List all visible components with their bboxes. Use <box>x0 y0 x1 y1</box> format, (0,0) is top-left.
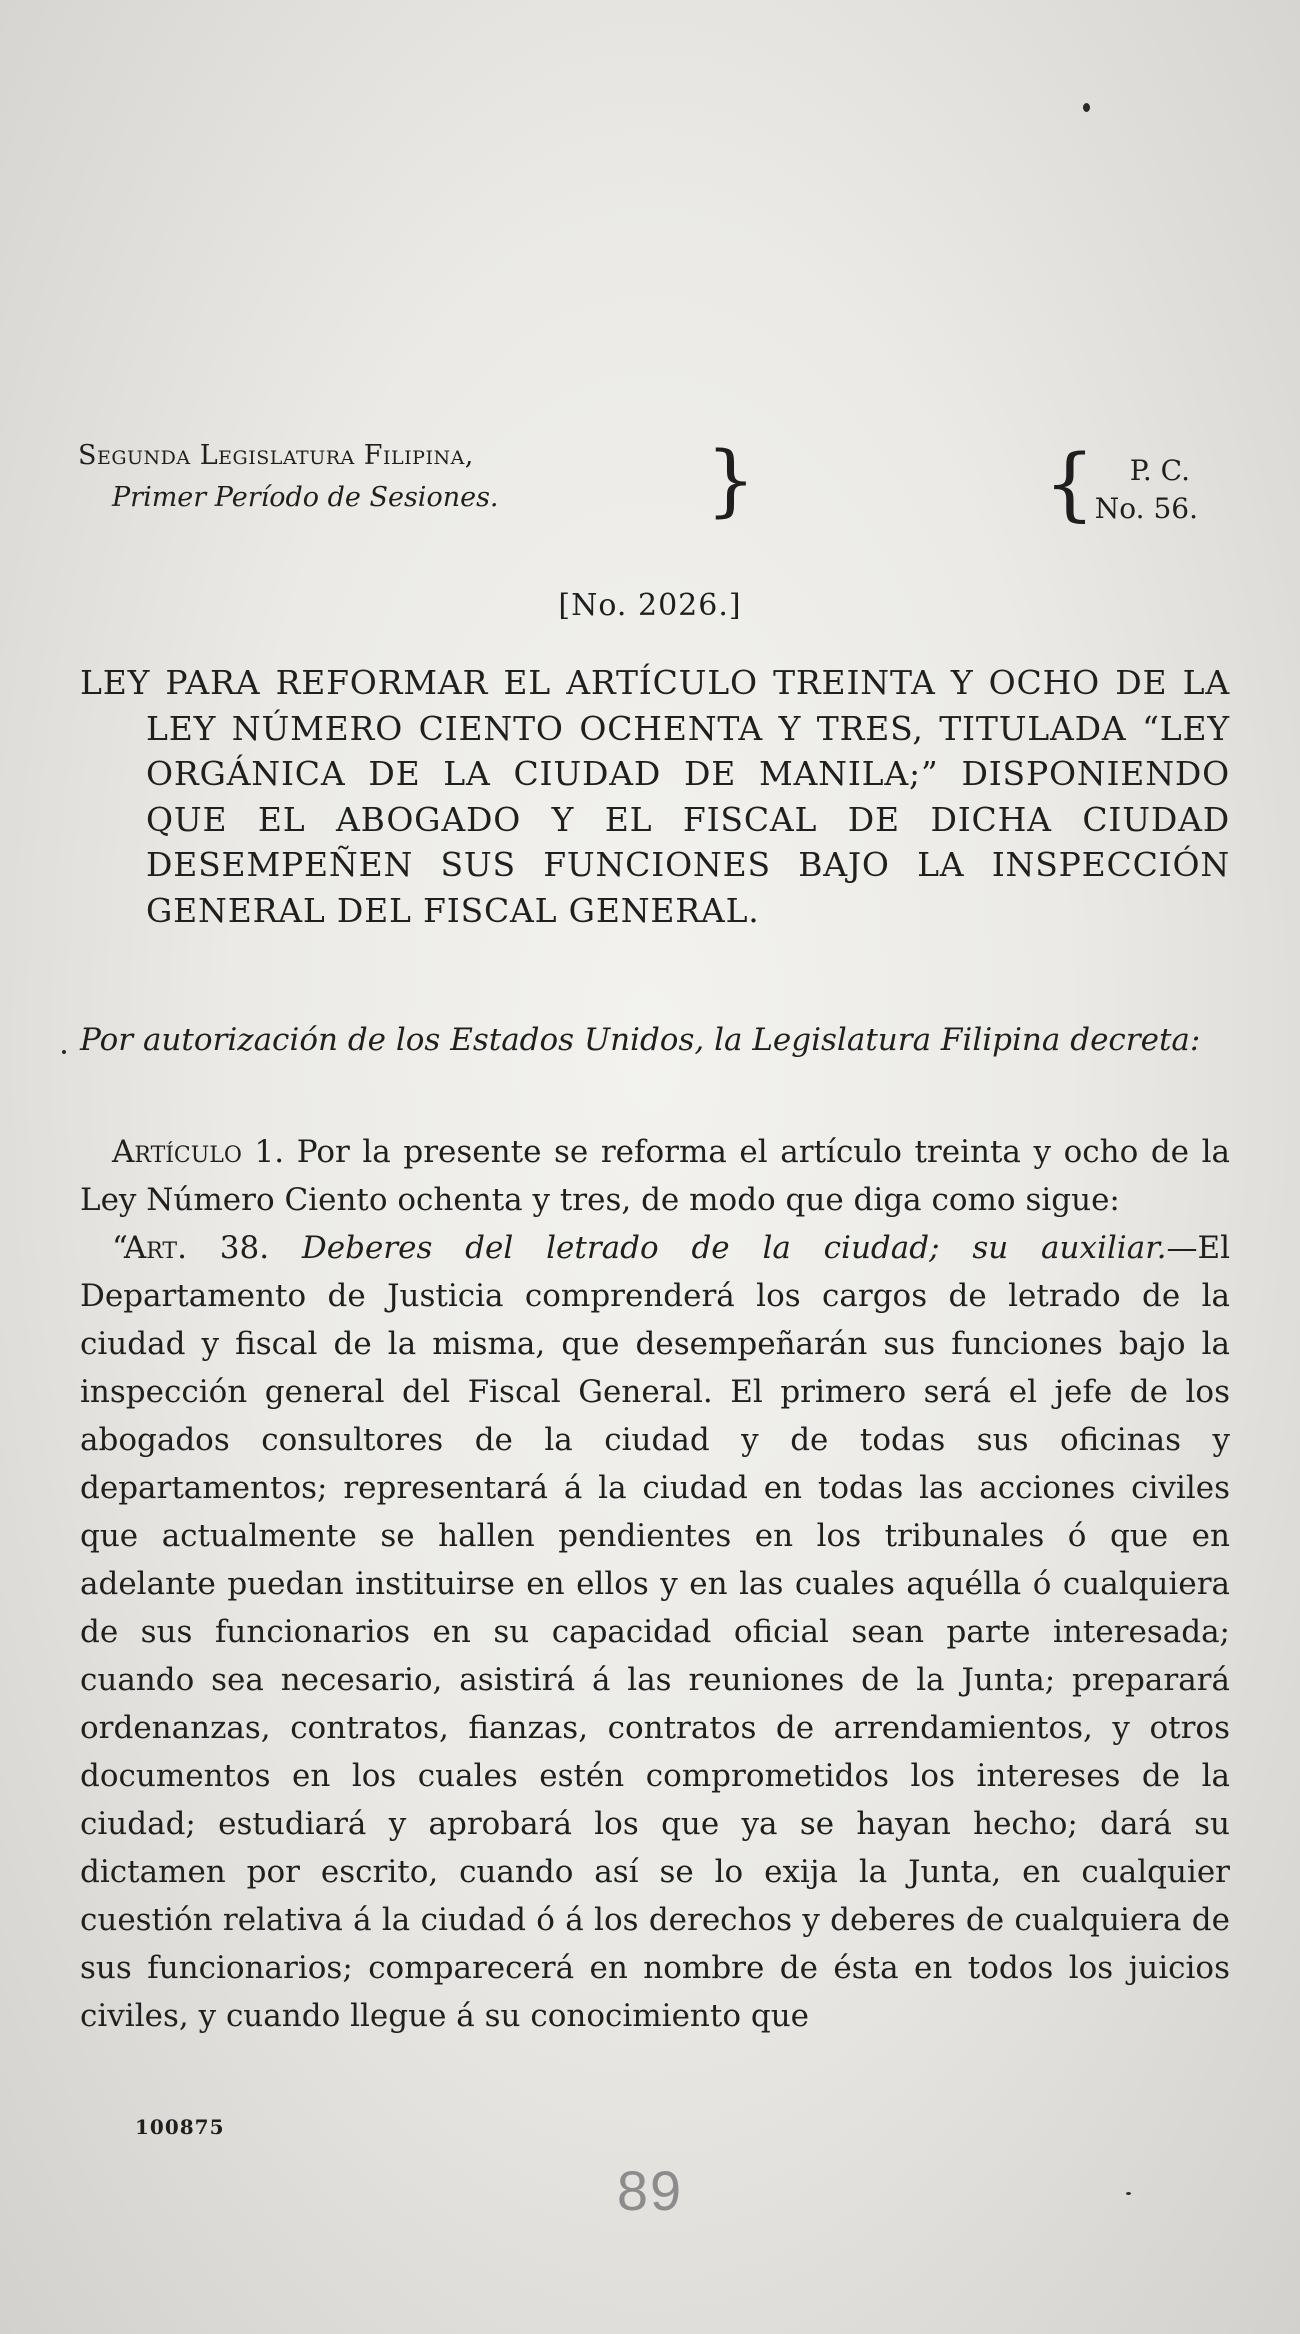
right-brace-symbol: } <box>706 436 756 526</box>
article-38-paragraph <box>80 1224 1230 2040</box>
ink-speck <box>1083 103 1090 112</box>
act-title: LEY PARA REFORMAR EL ARTÍCULO TREINTA Y OCHO DE LA LEY NÚMERO CIENTO OCHENTA Y TRES, TITULADA “LEY ORGÁNICA DE LA CIUDAD DE MANILA;” DISPONIENDO QUE EL ABOGADO Y EL FISCAL DE DICHA CIUDAD DESEMPEÑEN SUS FUNCIONES BAJO LA INSPECCIÓN GENERAL DEL FISCAL GENERAL. <box>80 663 1230 930</box>
article-38-label: “Art. 38. <box>112 1230 270 1266</box>
enacting-clause <box>80 1018 1230 1062</box>
bill-type: P. C. <box>1129 454 1190 487</box>
left-brace-symbol: { <box>1044 437 1095 530</box>
ink-speck <box>62 1050 66 1054</box>
document-body <box>80 1128 1230 2040</box>
article-1-number: 1. <box>254 1134 285 1170</box>
enacting-clause-line1: Por autorización de los Estados Unidos, la Legislatura Filipina <box>80 1022 1061 1058</box>
bill-number: No. 56. <box>1094 492 1198 525</box>
page-number: 89 <box>616 2159 684 2222</box>
article-1-label: Artículo <box>112 1134 242 1170</box>
legislature-name: Segunda Legislatura Filipina, <box>78 440 474 471</box>
document-number: [No. 2026.] <box>558 588 742 623</box>
article-38-text: —El Departamento de Justicia comprenderá los cargos de letrado de la ciudad y fiscal de la misma, que desempeñarán sus funciones bajo la inspección general del Fiscal General. El primero será el jefe de los abogados consultores de la ciudad y de todas sus oficinas y departamentos; representará á la ciudad en todas las acciones civiles que actualmente se hallen pendientes en los tribunales ó que en adelante puedan instituirse en ellos y en las cuales aquélla ó cualquiera de sus funcionarios en su capacidad oficial sean parte interesada; cuando sea necesario, asistirá á las reuniones de la Junta; preparará ordenanzas, contratos, fianzas, contratos de arrendamientos, y otros documentos en los cuales estén comprometidos los intereses de la ciudad; estudiará y aprobará los que ya se hayan hecho; dará su dictamen por escrito, cuando así se lo exija la Junta, en cualquier cuestión relativa á la ciudad ó á los derechos y deberes de cualquiera de sus funcionarios; comparecerá en nombre de ésta en todos los juicios civiles, y cuando llegue á su conocimiento que <box>80 1230 1231 2034</box>
article-1-paragraph <box>80 1128 1230 1224</box>
article-38-heading: Deberes del letrado de la ciudad; su auxiliar. <box>301 1230 1167 1266</box>
session-period: Primer Período de Sesiones. <box>112 482 499 513</box>
enacting-clause-line2: decreta: <box>1070 1022 1201 1058</box>
article-1-text: Por la presente se reforma el artículo treinta y ocho de la Ley Número Ciento ochenta y tres, de modo que diga como sigue: <box>80 1134 1230 1218</box>
document-header <box>78 436 1220 540</box>
print-code: 100875 <box>135 2115 225 2139</box>
